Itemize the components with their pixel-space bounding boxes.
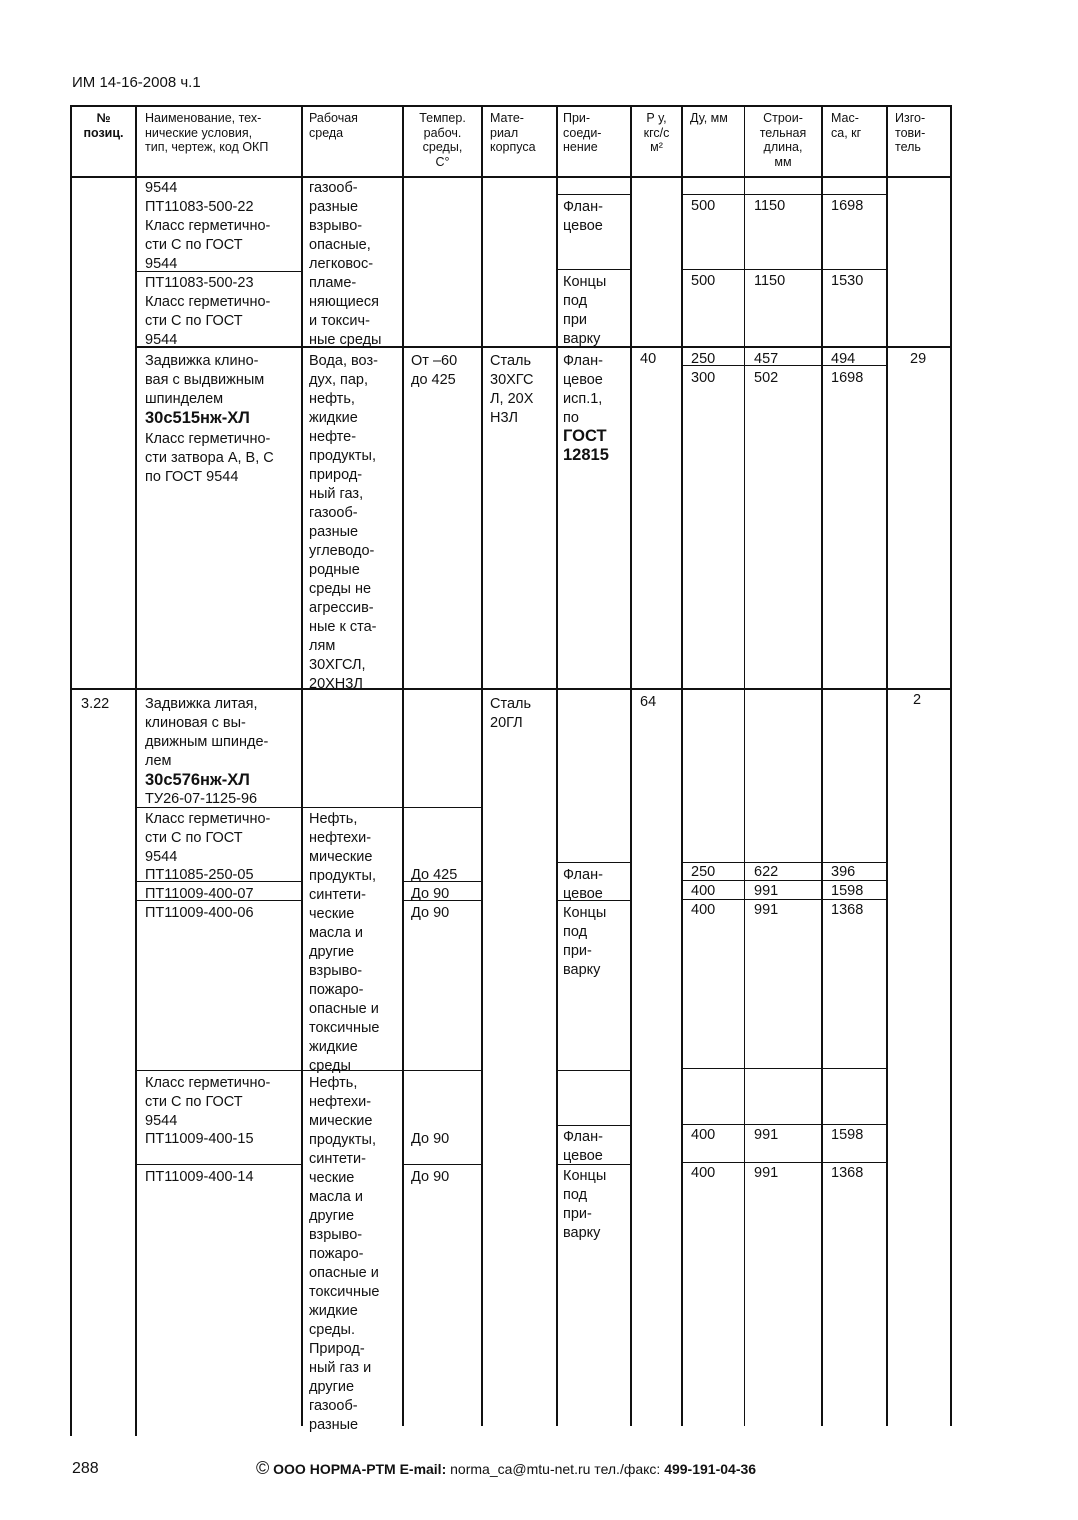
block3-material: Сталь 20ГЛ	[490, 696, 532, 731]
block2-mass: 494 1698	[831, 351, 864, 386]
block3-model-m2: ПТ11009-400-07	[145, 886, 254, 902]
header-connection: При- соеди- нение	[563, 111, 602, 154]
footer	[256, 1458, 756, 1479]
block1-conn1: Флан- цевое	[563, 199, 603, 234]
block2-pressure: 40	[640, 351, 657, 367]
block2-name: Задвижка клино- вая с выдвижным шпинделем	[145, 353, 265, 407]
footer-email: norma_ca@mtu-net.ru	[450, 1461, 591, 1477]
block3-mass5: 1368	[831, 1165, 864, 1181]
block1-model1-note: Класс герметично- сти С по ГОСТ 9544	[145, 218, 271, 272]
block3-len2: 991	[754, 883, 779, 899]
block1-mass1: 1698	[831, 198, 864, 214]
block1-model1: ПТ11083-500-22	[145, 199, 254, 215]
block3-du2: 400	[691, 883, 716, 899]
header-num: № позиц.	[83, 111, 124, 140]
block3-temp-t2: До 90	[411, 886, 450, 902]
header-medium: Рабочая среда	[309, 111, 358, 140]
copyright-icon: ©	[256, 1458, 270, 1478]
footer-email-label: E-mail:	[399, 1461, 451, 1477]
block3-sub1-note: Класс герметично- сти С по ГОСТ 9544	[145, 811, 271, 865]
block3-pressure: 64	[640, 694, 657, 710]
block1-model2-note: Класс герметично- сти С по ГОСТ 9544	[145, 294, 271, 348]
block3-len5: 991	[754, 1165, 779, 1181]
block3-len4: 991	[754, 1127, 779, 1143]
block2-maker: 29	[910, 351, 927, 367]
block3-sub2-medium: Нефть, нефтехи- мические продукты, синтети- ческие масла и другие взрыво- пожаро- опасные и токсичные жидкие среды. Природ- ный газ и другие газооб- разные	[309, 1075, 380, 1433]
block3-conn-c4: Флан- цевое	[563, 1129, 603, 1164]
header-temp: Темпер. рабоч. среды, С°	[419, 111, 466, 169]
block3-du3: 400	[691, 902, 716, 918]
block2-material: Сталь 30ХГС Л, 20Х Н3Л	[490, 353, 534, 426]
block3-conn-c3: Концы под при- варку	[563, 905, 607, 978]
block3-len3: 991	[754, 902, 779, 918]
block3-du1: 250	[691, 864, 716, 880]
footer-phone-label: тел./факс:	[590, 1461, 665, 1477]
block3-temp-t1: До 425	[411, 867, 458, 883]
block3-du4: 400	[691, 1127, 716, 1143]
block2-du: 250 300	[691, 351, 716, 386]
block3-name: Задвижка литая, клиновая с вы- движным шпинде- лем	[145, 696, 269, 769]
block2-len: 457 502	[754, 351, 779, 386]
document-id: ИМ 14-16-2008 ч.1	[72, 74, 201, 91]
block2-medium: Вода, воз- дух, пар, нефть, жидкие нефте- продукты, природ- ный газ, газооб- разные углеводо- родные среды не агрессив- ные к ста- лям 30ХГСЛ, 20ХН3Л	[309, 353, 378, 692]
block3-mass4: 1598	[831, 1127, 864, 1143]
footer-phone: 499-191-04-36	[664, 1461, 757, 1477]
block1-du2: 500	[691, 273, 716, 289]
block1-mass2: 1530	[831, 273, 864, 289]
block3-tu: ТУ26-07-1125-96	[145, 791, 258, 807]
block3-model: 30с576нж-ХЛ	[145, 771, 250, 789]
header-length: Строи- тельная длина, мм	[759, 111, 807, 169]
block1-conn2: Концы под при варку	[563, 274, 607, 347]
block1-model2: ПТ11083-500-23	[145, 275, 254, 291]
header-du: Ду, мм	[690, 111, 728, 125]
block3-model-m3: ПТ11009-400-06	[145, 905, 254, 921]
block1-du1: 500	[691, 198, 716, 214]
block1-medium: газооб- разные взрыво- опасные, легковос- пламе- няющиеся и токсич- ные среды	[309, 180, 382, 348]
block2-note: Класс герметично- сти затвора А, В, С по ГОСТ 9544	[145, 431, 274, 485]
block3-conn-c5: Концы под при- варку	[563, 1168, 607, 1241]
block3-sub1-medium: Нефть, нефтехи- мические продукты, синтети- ческие масла и другие взрыво- пожаро- опасные и токсичные жидкие среды	[309, 811, 380, 1074]
block3-len1: 622	[754, 864, 779, 880]
header-pressure: Р у, кгс/с м²	[643, 111, 670, 154]
block3-maker: 2	[913, 692, 922, 708]
block2-conn: Флан- цевое исп.1, по	[563, 353, 603, 426]
block1-len2: 1150	[754, 273, 786, 289]
footer-company: ООО НОРМА-РТМ	[269, 1461, 400, 1477]
block1-len1: 1150	[754, 198, 786, 214]
block1-name-cont: 9544	[145, 180, 178, 196]
page-number: 288	[72, 1460, 99, 1477]
block3-sub2-note: Класс герметично- сти С по ГОСТ 9544	[145, 1075, 271, 1129]
block3-model-m4: ПТ11009-400-15	[145, 1131, 254, 1147]
block3-mass2: 1598	[831, 883, 864, 899]
block2-temp: От –60 до 425	[411, 353, 458, 388]
block3-model-m5: ПТ11009-400-14	[145, 1169, 254, 1185]
block3-conn-c12: Флан- цевое	[563, 867, 603, 902]
block3-temp-t5: До 90	[411, 1169, 450, 1185]
block3-du5: 400	[691, 1165, 716, 1181]
header-name: Наименование, тех- нические условия, тип, чертеж, код ОКП	[145, 111, 269, 154]
header-mass: Мас- са, кг	[831, 111, 862, 140]
block3-model-m1: ПТ11085-250-05	[145, 867, 254, 883]
block3-temp-t4: До 90	[411, 1131, 450, 1147]
header-maker: Изго- тови- тель	[895, 111, 926, 154]
block2-conn-std: ГОСТ 12815	[563, 427, 609, 464]
block3-temp-t3: До 90	[411, 905, 450, 921]
block2-model: 30с515нж-ХЛ	[145, 409, 250, 427]
block3-num: 3.22	[81, 696, 110, 712]
block3-mass1: 396	[831, 864, 856, 880]
header-material: Мате- риал корпуса	[490, 111, 536, 154]
block3-mass3: 1368	[831, 902, 864, 918]
